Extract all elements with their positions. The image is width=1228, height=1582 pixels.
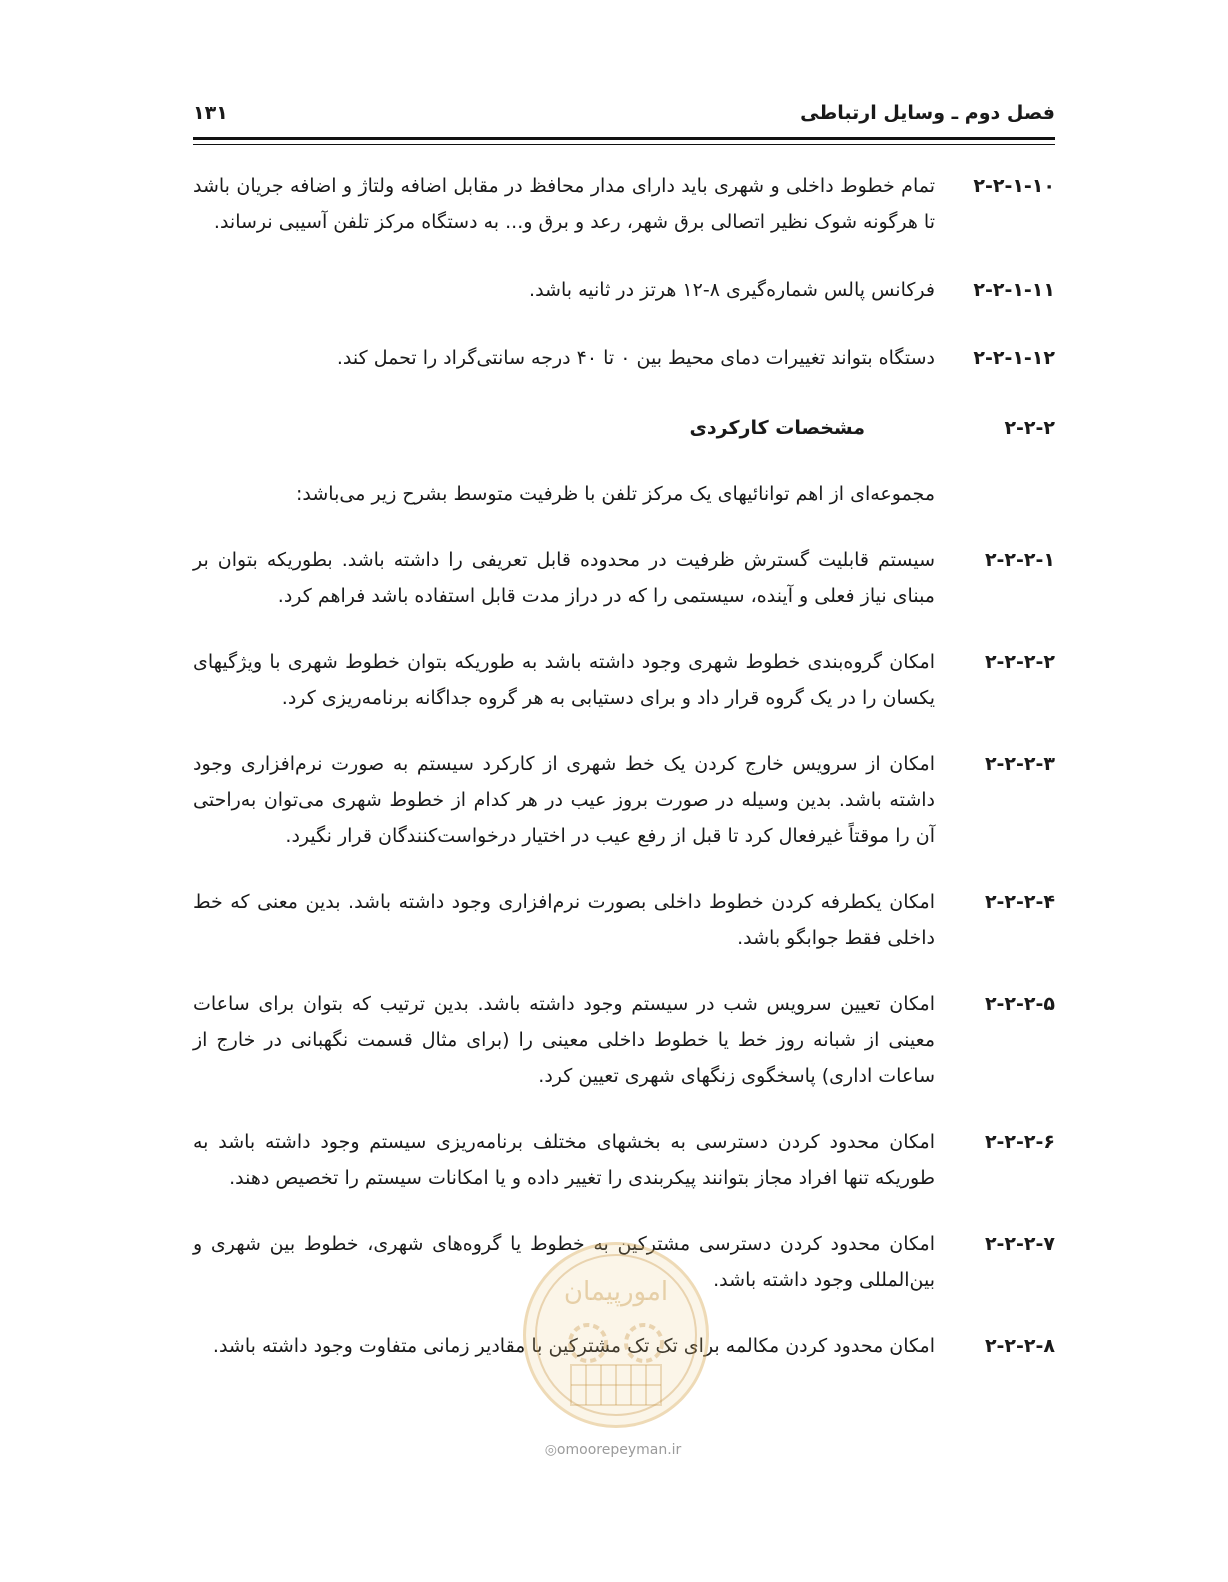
clause-2-2-1-10 xyxy=(193,168,1055,240)
clause-text: امکان محدود کردن دسترسی مشترکین به خطوط یا گروه‌های شهری، خطوط بین شهری و بین‌المللی وجود داشته باشد. xyxy=(193,1233,935,1291)
clause-number: ۲-۲-۲-۲ xyxy=(984,651,1055,673)
clause-number: ۲-۲-۲-۸ xyxy=(984,1335,1055,1357)
header-rule-thick xyxy=(193,137,1055,140)
clause-number: ۲-۲-۲-۶ xyxy=(984,1131,1055,1153)
section-number: ۲-۲-۲ xyxy=(1004,417,1055,439)
page-content xyxy=(193,168,1055,1364)
clause-text: امکان تعیین سرویس شب در سیستم وجود داشته باشد. بدین ترتیب که بتوان برای ساعات معینی از شبانه روز خط یا خطوط داخلی معینی را (برای مثال قسمت نگهبانی در خارج از ساعات اداری) پاسخگوی زنگهای شهری تعیین کرد. xyxy=(193,993,935,1087)
section-heading xyxy=(193,410,1055,446)
clause-2-2-2-6 xyxy=(193,1124,1055,1196)
clause-2-2-2-5 xyxy=(193,986,1055,1094)
clause-text: امکان محدود کردن دسترسی به بخشهای مختلف برنامه‌ریزی سیستم وجود داشته باشد به طوریکه تنها افراد مجاز بتوانند پیکربندی را تغییر داده و یا امکانات سیستم را تخصیص دهند. xyxy=(193,1131,935,1189)
clause-number: ۲-۲-۱-۱۲ xyxy=(973,347,1055,369)
clause-text: امکان محدود کردن مکالمه برای تک تک مشترکین با مقادیر زمانی متفاوت وجود داشته باشد. xyxy=(212,1335,935,1357)
clause-2-2-2-3 xyxy=(193,746,1055,854)
clause-number: ۲-۲-۲-۴ xyxy=(984,891,1055,913)
clause-text: سیستم قابلیت گسترش ظرفیت در محدوده قابل تعریفی را داشته باشد. بطوریکه بتوان بر مبنای نیاز فعلی و آینده، سیستمی را که در دراز مدت قابل استفاده باشد فراهم کرد. xyxy=(193,549,935,607)
clause-2-2-2-2 xyxy=(193,644,1055,716)
clause-text: امکان از سرویس خارج کردن یک خط شهری از کارکرد سیستم به صورت نرم‌افزاری وجود داشته باشد. بدین وسیله در صورت بروز عیب در هر کدام از خطوط شهری می‌توان به‌راحتی آن را موقتاً غیرفعال کرد تا قبل از رفع عیب در اختیار درخواست‌کنندگان قرار نگیرد. xyxy=(193,753,935,847)
watermark-site: ◎omoorepeyman.ir xyxy=(544,1442,682,1458)
clause-2-2-1-11 xyxy=(193,272,1055,308)
clause-number: ۲-۲-۱-۱۰ xyxy=(973,175,1055,197)
clause-2-2-2-7 xyxy=(193,1226,1055,1298)
clause-text: دستگاه بتواند تغییرات دمای محیط بین ۰ تا ۴۰ درجه سانتی‌گراد را تحمل کند. xyxy=(336,347,935,369)
clause-number: ۲-۲-۲-۵ xyxy=(984,993,1055,1015)
clause-text: امکان یکطرفه کردن خطوط داخلی بصورت نرم‌افزاری وجود داشته باشد. بدین معنی که خط داخلی فقط جوابگو باشد. xyxy=(193,891,935,949)
clause-2-2-2-4 xyxy=(193,884,1055,956)
section-intro: مجموعه‌ای از اهم توانائیهای یک مرکز تلفن با ظرفیت متوسط بشرح زیر می‌باشد: xyxy=(296,483,935,505)
page-header xyxy=(193,96,1055,136)
watermark-logo-text: امورپیمان xyxy=(563,1277,669,1307)
clause-number: ۲-۲-۲-۳ xyxy=(984,753,1055,775)
chapter-title: فصل دوم ـ وسایل ارتباطی xyxy=(800,102,1055,124)
clause-2-2-2-8 xyxy=(193,1328,1055,1364)
clause-2-2-2-1 xyxy=(193,542,1055,614)
page-number: ۱۳۱ xyxy=(193,102,228,124)
header-rule-thin xyxy=(193,144,1055,145)
clause-text: فرکانس پالس شماره‌گیری ۸-۱۲ هرتز در ثانیه باشد. xyxy=(529,279,935,301)
clause-text: امکان گروه‌بندی خطوط شهری وجود داشته باشد به طوریکه بتوان خطوط شهری با ویژگیهای یکسان را در یک گروه قرار داد و برای دستیابی به هر گروه جداگانه برنامه‌ریزی کرد. xyxy=(193,651,935,709)
section-title: مشخصات کارکردی xyxy=(689,417,865,439)
clause-number: ۲-۲-۲-۷ xyxy=(984,1233,1055,1255)
clause-number: ۲-۲-۲-۱ xyxy=(984,549,1055,571)
clause-2-2-1-12 xyxy=(193,340,1055,376)
clause-text: تمام خطوط داخلی و شهری باید دارای مدار محافظ در مقابل اضافه ولتاژ و اضافه جریان باشد تا هرگونه شوک نظیر اتصالی برق شهر، رعد و برق و... به دستگاه مرکز تلفن آسیبی نرساند. xyxy=(193,175,935,233)
clause-number: ۲-۲-۱-۱۱ xyxy=(973,279,1055,301)
